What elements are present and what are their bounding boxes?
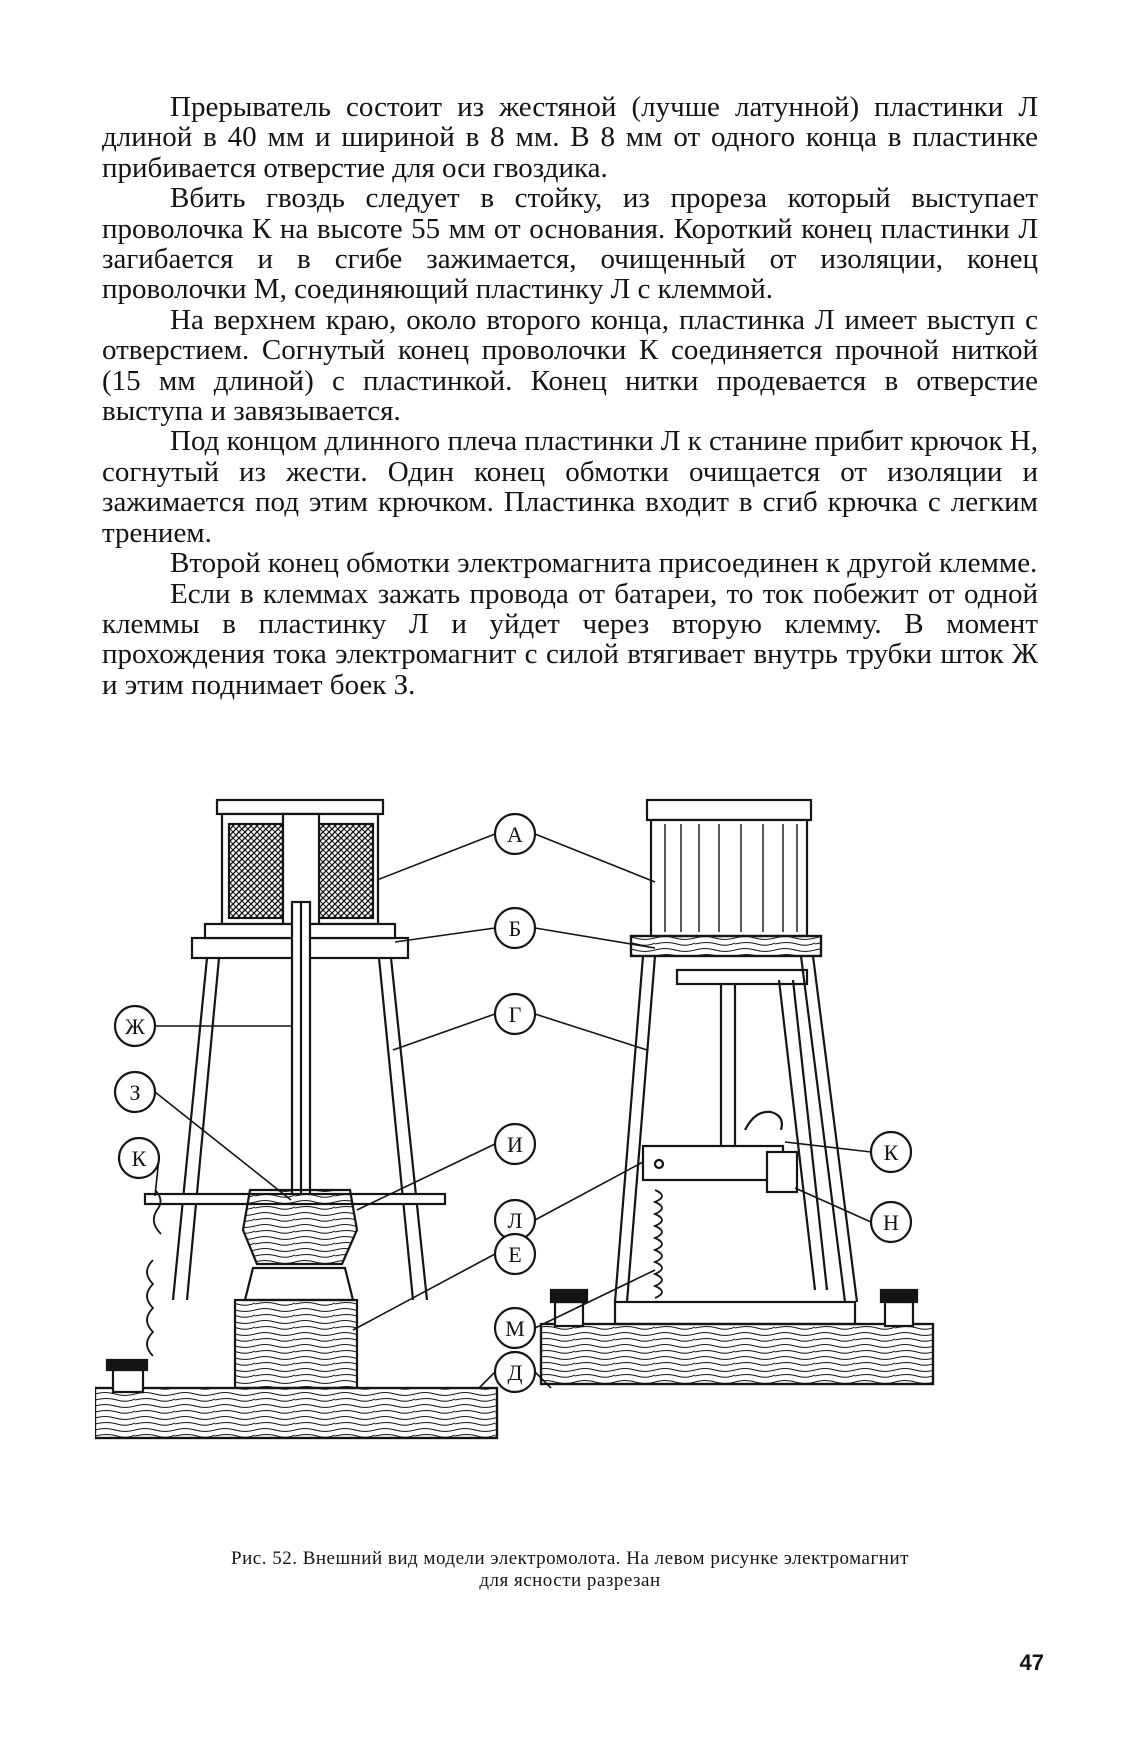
caption-line-2: для ясности разрезан	[479, 1570, 661, 1591]
label-a: А	[507, 822, 523, 847]
label-e: Е	[508, 1242, 522, 1267]
label-m: М	[505, 1316, 525, 1341]
page-number: 47	[1019, 1650, 1044, 1675]
label-d: Д	[507, 1360, 523, 1385]
label-k-right: К	[883, 1140, 899, 1165]
paragraph-3: На верхнем краю, около второго конца, пластинка Л имеет выступ с отверстием. Согнутый конец проволочки К соединяется прочной ниткой (15 мм длиной) с пластинкой. Конец нитки продевается в отверстие выступа и завязывается.	[102, 303, 1038, 428]
label-l: Л	[507, 1208, 523, 1233]
paragraph-6: Если в клеммах зажать провода от батареи, то ток побежит от одной клеммы в пластинку Л и уйдет через вторую клемму. В момент прохождения тока электромагнит с силой втягивает внутрь трубки шток Ж и этим поднимает боек З.	[102, 577, 1038, 701]
label-k-left: К	[131, 1146, 147, 1171]
figure-electrohammer	[95, 790, 1055, 1525]
label-z: З	[129, 1080, 141, 1105]
label-i: И	[507, 1132, 523, 1157]
figure-caption	[110, 1548, 1030, 1592]
label-b: Б	[508, 916, 522, 941]
label-zh: Ж	[125, 1014, 145, 1039]
paragraph-2: Вбить гвоздь следует в стойку, из прореза который выступает проволочка К на высоте 55 мм от основания. Короткий конец пластинки Л загибается и в сгибе зажимается, очищенный от изоляции, конец проволочки М, соединяющий пластинку Л с клеммой.	[102, 182, 1038, 306]
body-text	[102, 92, 1038, 700]
label-g: Г	[508, 1002, 522, 1027]
caption-line-1: Рис. 52. Внешний вид модели электромолота. На левом рисунке электромагнит	[231, 1548, 909, 1569]
left-model-drawing	[95, 800, 497, 1438]
label-n: Н	[883, 1210, 899, 1235]
paragraph-5: Второй конец обмотки электромагнита присоединен к другой клемме.	[170, 547, 1038, 580]
paragraph-1: Прерыватель состоит из жестяной (лучше латунной) пластинки Л длиной в 40 мм и шириной в 8 мм. В 8 мм от одного конца в пластинке прибивается отверстие для оси гвоздика.	[102, 91, 1038, 184]
paragraph-4: Под концом длинного плеча пластинки Л к станине прибит крючок Н, согнутый из жести. Один конец обмотки очищается от изоляции и зажимается под этим крючком. Пластинка входит в сгиб крючка с легким трением.	[102, 425, 1038, 549]
